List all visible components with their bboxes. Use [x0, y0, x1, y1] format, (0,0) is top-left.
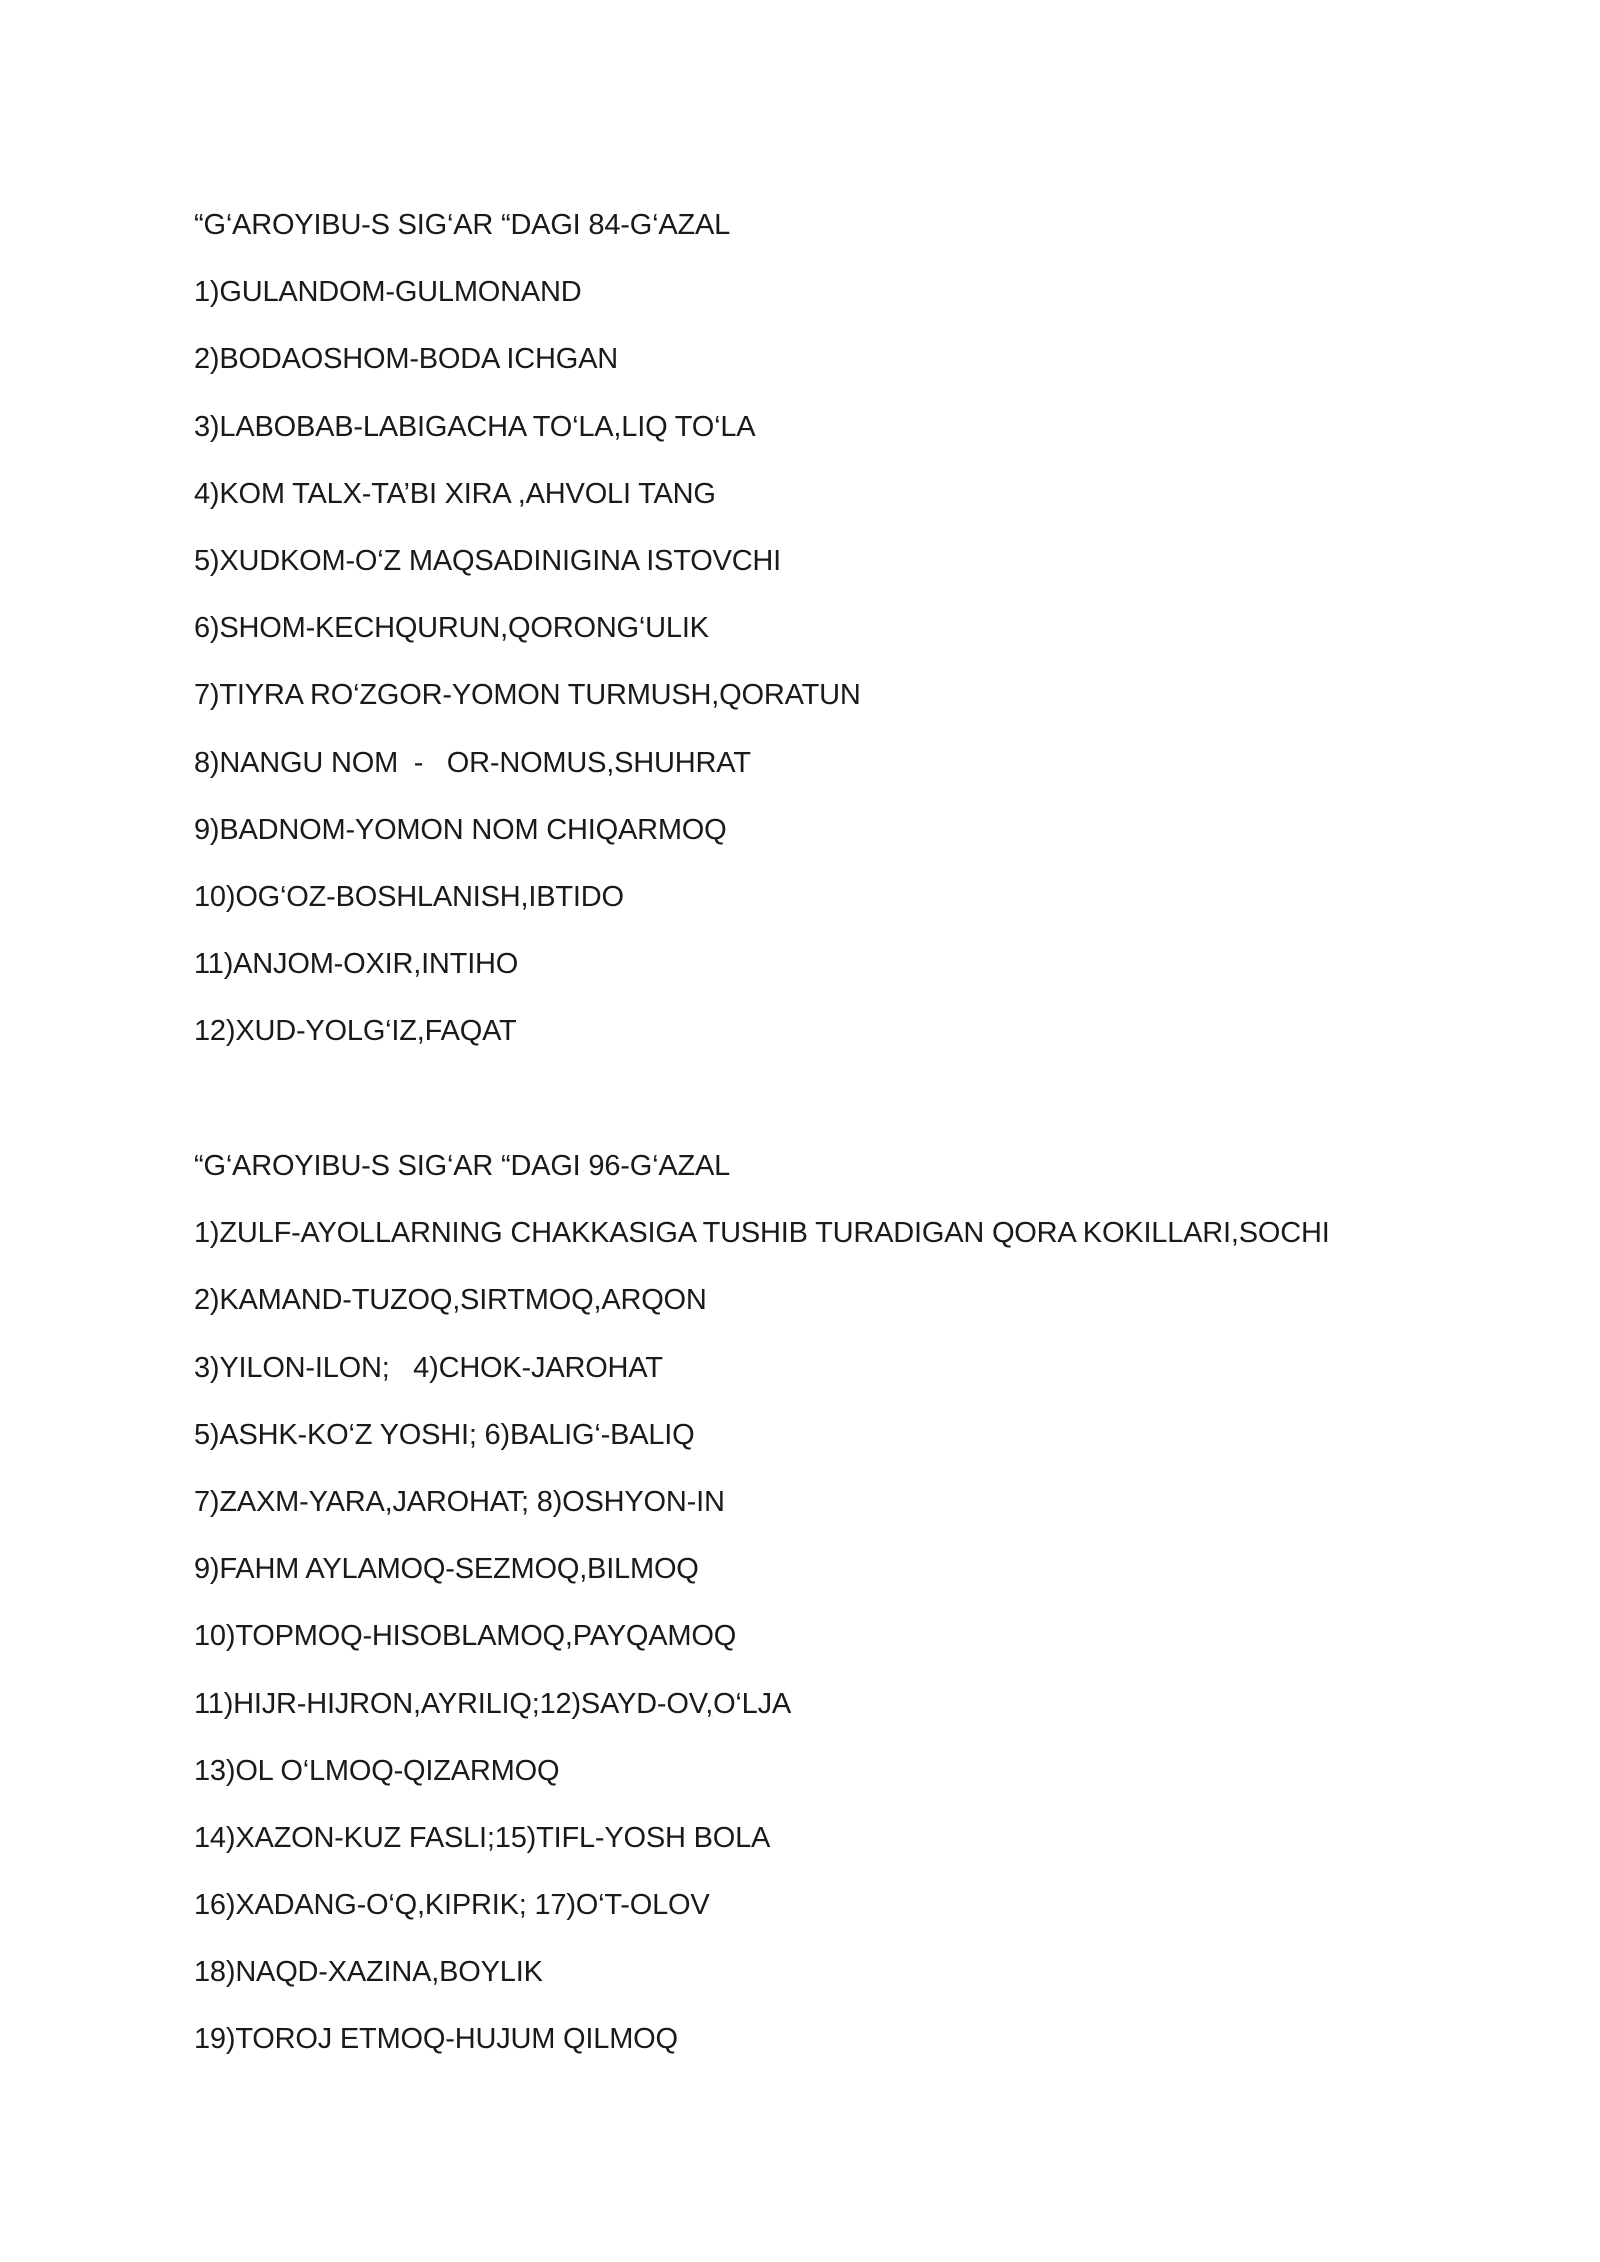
glossary-item: 12)XUD-YOLG‘IZ,FAQAT: [194, 1015, 517, 1048]
glossary-section-84: [194, 192, 861, 1065]
glossary-item: 5)XUDKOM-O‘Z MAQSADINIGINA ISTOVCHI: [194, 544, 782, 577]
glossary-section-96: [194, 1133, 1330, 2074]
glossary-item: 11)ANJOM-OXIR,INTIHO: [194, 948, 519, 981]
glossary-item: 16)XADANG-O‘Q,KIPRIK; 17)O‘T-OLOV: [194, 1889, 710, 1922]
glossary-item: 19)TOROJ ETMOQ-HUJUM QILMOQ: [194, 2023, 678, 2056]
glossary-item: 4)KOM TALX-TA’BI XIRA ,AHVOLI TANG: [194, 477, 716, 510]
glossary-item: 8)NANGU NOM - OR-NOMUS,SHUHRAT: [194, 746, 751, 779]
glossary-item: 9)BADNOM-YOMON NOM CHIQARMOQ: [194, 813, 727, 846]
section-title: “G‘AROYIBU-S SIG‘AR “DAGI 84-G‘AZAL: [194, 209, 731, 241]
glossary-item: 9)FAHM AYLAMOQ-SEZMOQ,BILMOQ: [194, 1553, 699, 1586]
glossary-item: 1)ZULF-AYOLLARNING CHAKKASIGA TUSHIB TURADIGAN QORA KOKILLARI,SOCHI: [194, 1217, 1330, 1250]
glossary-item: 1)GULANDOM-GULMONAND: [194, 276, 582, 309]
glossary-item: 2)KAMAND-TUZOQ,SIRTMOQ,ARQON: [194, 1284, 707, 1317]
glossary-item: 5)ASHK-KO‘Z YOSHI; 6)BALIG‘-BALIQ: [194, 1418, 695, 1451]
glossary-item: 3)YILON-ILON; 4)CHOK-JAROHAT: [194, 1351, 663, 1384]
glossary-item: 7)TIYRA RO‘ZGOR-YOMON TURMUSH,QORATUN: [194, 679, 861, 712]
glossary-item: 3)LABOBAB-LABIGACHA TO‘LA,LIQ TO‘LA: [194, 410, 756, 443]
glossary-item: 10)OG‘OZ-BOSHLANISH,IBTIDO: [194, 880, 624, 913]
section-title: “G‘AROYIBU-S SIG‘AR “DAGI 96-G‘AZAL: [194, 1150, 731, 1182]
glossary-item: 11)HIJR-HIJRON,AYRILIQ;12)SAYD-OV,O‘LJA: [194, 1687, 792, 1720]
glossary-item: 10)TOPMOQ-HISOBLAMOQ,PAYQAMOQ: [194, 1620, 737, 1653]
glossary-item: 2)BODAOSHOM-BODA ICHGAN: [194, 343, 619, 376]
glossary-item: 7)ZAXM-YARA,JAROHAT; 8)OSHYON-IN: [194, 1485, 725, 1518]
glossary-item: 14)XAZON-KUZ FASLI;15)TIFL-YOSH BOLA: [194, 1821, 771, 1854]
glossary-item: 6)SHOM-KECHQURUN,QORONG‘ULIK: [194, 612, 709, 645]
glossary-item: 13)OL O‘LMOQ-QIZARMOQ: [194, 1754, 560, 1787]
glossary-item: 18)NAQD-XAZINA,BOYLIK: [194, 1956, 543, 1989]
